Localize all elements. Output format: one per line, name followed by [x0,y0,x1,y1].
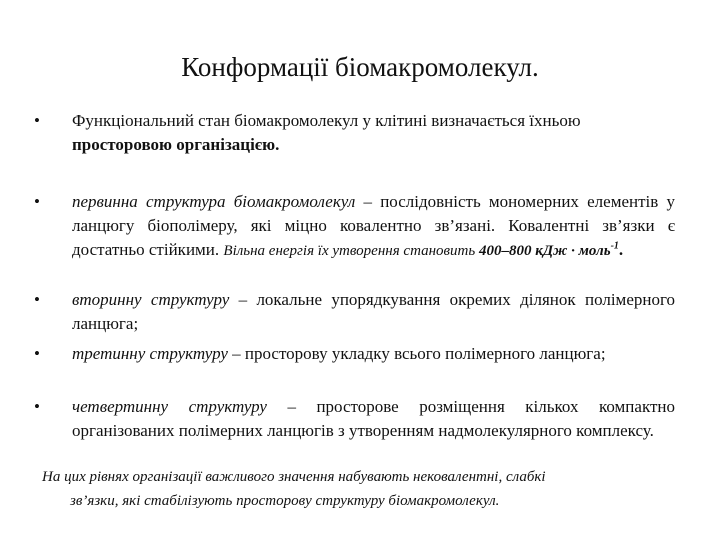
quaternary-description: – просторове розміщення кількох компактно організованих полімерних ланцюгів з утворенням надмолекулярного комплексу. [72,397,676,440]
bullet-primary-structure [30,190,675,263]
bullet-marker: • [34,111,40,130]
primary-text [72,190,675,263]
tertiary-term: третинну структуру [72,344,228,363]
bullet-tertiary-structure [30,342,675,366]
bullet-marker: • [34,290,40,309]
primary-description: – послідовність мономерних елементів у ланцюгу біополімеру, які міцно ковалентно зв’язані. Ковалентні зв’язки є достатньо стійкими. [72,192,675,259]
primary-end: . [618,240,624,259]
tertiary-description: – просторову укладку всього полімерного ланцюга; [227,344,606,363]
quaternary-term: четвертинну структуру [72,397,267,416]
primary-term: первинна структура біомакромолекул [72,192,356,211]
tertiary-text [72,342,675,366]
secondary-description: – локальне упорядкування окремих ділянок полімерного ланцюга; [72,290,676,333]
primary-energy-text: Вільна енергія їх утворення становить [223,243,479,259]
intro-text [72,109,675,157]
bullet-quaternary-structure [30,395,675,443]
bullet-marker: • [34,344,40,363]
intro-line-1: Функціональний стан біомакромолекул у клітині визначається їхньою [72,111,581,130]
note-line-2: зв’язки, які стабілізують просторову структуру біомакромолекул. [70,493,500,509]
closing-note [42,465,675,513]
note-line-1: На цих рівнях організації важливого значення набувають нековалентні, слабкі [42,469,546,485]
secondary-term: вторинну структуру [72,290,230,309]
slide-title: Конформації біомакромолекул. [181,52,539,82]
intro-line-2: просторовою організацією. [72,135,280,154]
primary-energy-exponent: -1 [610,240,619,252]
quaternary-text [72,395,675,443]
primary-energy-value: 400–800 кДж · моль [478,243,611,259]
bullet-marker: • [34,397,40,416]
bullet-marker: • [34,192,40,211]
bullet-secondary-structure [30,288,675,336]
bullet-intro [30,109,675,157]
secondary-text [72,288,675,336]
